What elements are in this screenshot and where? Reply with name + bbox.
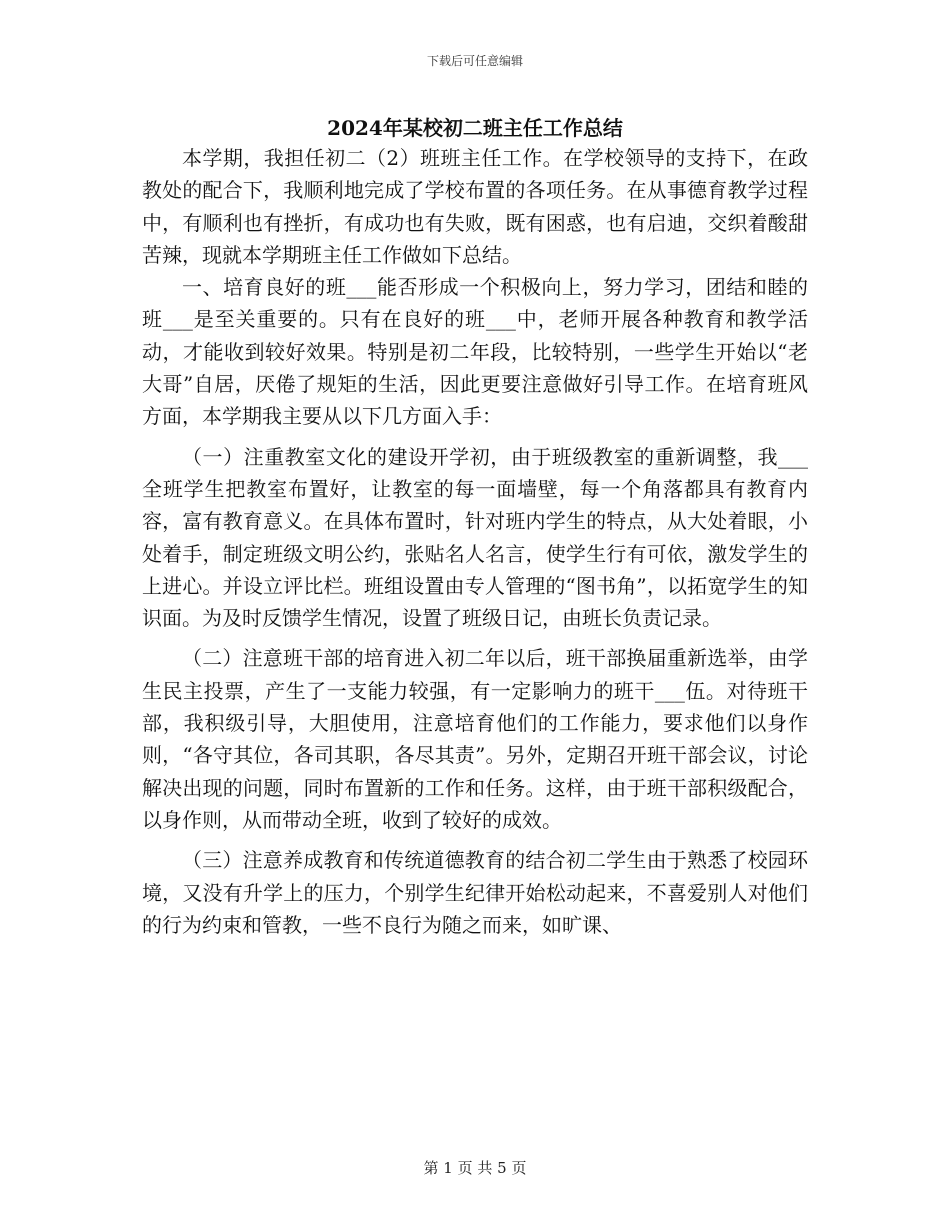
paragraph-section-1-1: （一）注重教室文化的建设开学初，由于班级教室的重新调整，我___全班学生把教室布置好，让教室的每一面墙壁，每一个角落都具有教育内容，富有教育意义。在具体布置时，针对班内学生的特点，从大处着眼，小处着手，制定班级文明公约，张贴名人名言，使学生行有可依，激发学生的上进心。并设立评比栏。班组设置由专人管理的“图书角”，以拓宽学生的知识面。为及时反馈学生情况，设置了班级日记，由班长负责记录。 <box>142 444 808 631</box>
paragraph-section-1-3: （三）注意养成教育和传统道德教育的结合初二学生由于熟悉了校园环境，又没有升学上的压力，个别学生纪律开始松动起来，不喜爱别人对他们的行为约束和管教，一些不良行为随之而来，如旷课、 <box>142 848 808 937</box>
document-body <box>142 142 808 941</box>
document-title: 2024年某校初二班主任工作总结 <box>327 116 623 140</box>
page-footer-number: 第 1 页 共 5 页 <box>423 1159 527 1177</box>
paragraph-intro: 本学期，我担任初二（2）班班主任工作。在学校领导的支持下，在政教处的配合下，我顺利地完成了学校布置的各项任务。在从事德育教学过程中，有顺利也有挫折，有成功也有失败，既有困惑，也有启迪，交织着酸甜苦辣，现就本学期班主任工作做如下总结。 <box>142 146 808 267</box>
paragraph-section-1-2: （二）注意班干部的培育进入初二年以后，班干部换届重新选举，由学生民主投票，产生了一支能力较强，有一定影响力的班干___伍。对待班干部，我积级引导，大胆使用，注意培育他们的工作能力，要求他们以身作则，“各守其位，各司其职，各尽其责”。另外，定期召开班干部会议，讨论解决出现的问题，同时布置新的工作和任务。这样，由于班干部积级配合，以身作则，从而带动全班，收到了较好的成效。 <box>142 646 808 832</box>
page-header-note: 下载后可任意编辑 <box>426 54 523 68</box>
paragraph-section-1: 一、培育良好的班___能否形成一个积极向上，努力学习，团结和睦的班___是至关重要的。只有在良好的班___中，老师开展各种教育和教学活动，才能收到较好效果。特别是初二年段，比较特别，一些学生开始以“老大哥”自居，厌倦了规矩的生活，因此更要注意做好引导工作。在培育班风方面，本学期我主要从以下几方面入手： <box>142 275 808 429</box>
